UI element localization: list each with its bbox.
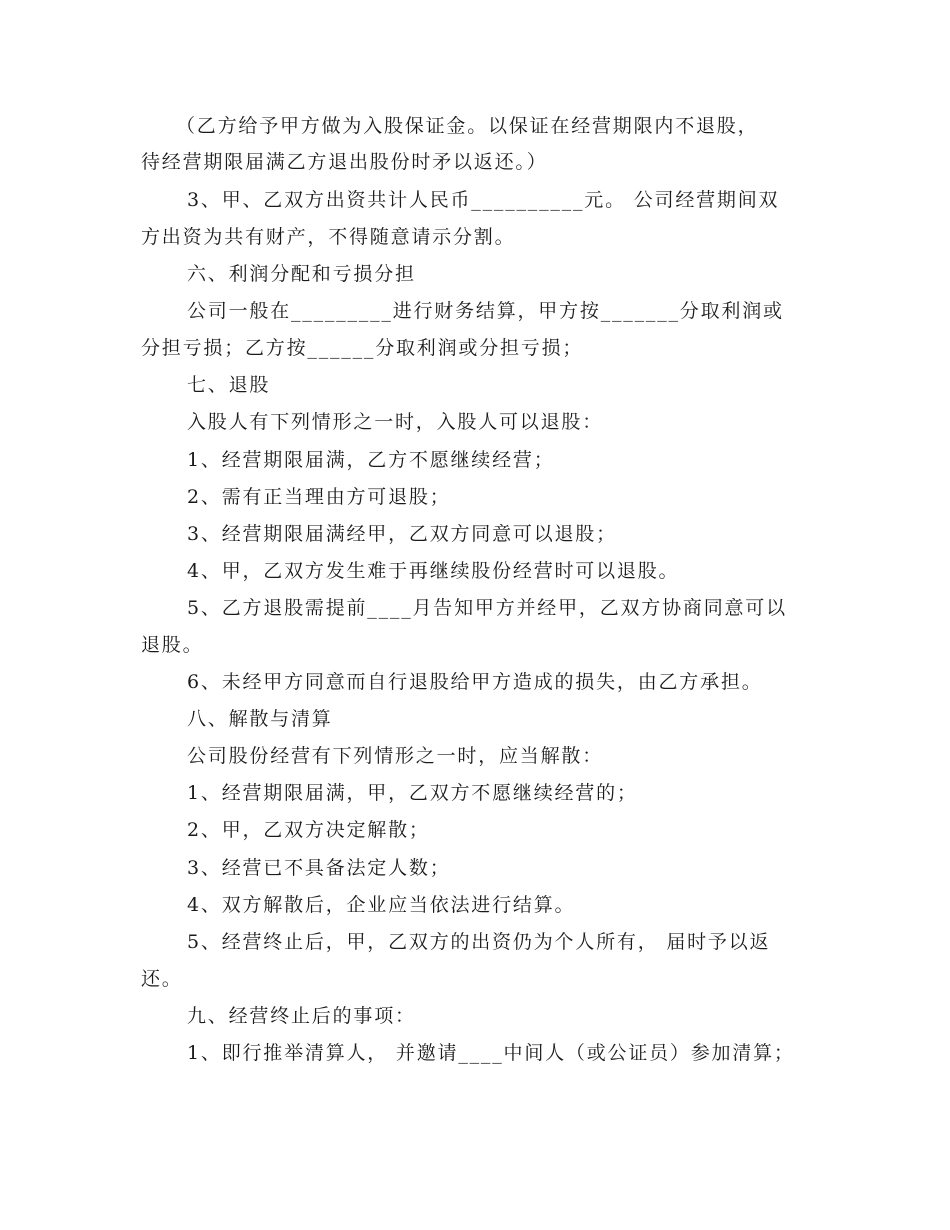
section-heading: 六、利润分配和亏损分担 bbox=[187, 263, 416, 285]
paragraph-line: 待经营期限届满乙方退出股份时矛以返还。） bbox=[141, 151, 548, 173]
list-item: 5、经营终止后，甲，乙双方的出资仍为个人所有， 届时予以返 bbox=[187, 931, 771, 953]
list-item: 2、甲，乙双方决定解散； bbox=[187, 819, 430, 841]
section-heading: 七、退股 bbox=[187, 374, 271, 396]
list-item-continuation: 还。 bbox=[141, 968, 183, 990]
list-item: 2、需有正当理由方可退股； bbox=[187, 486, 451, 508]
paragraph-line: 分担亏损；乙方按______分取利润或分担亏损； bbox=[141, 337, 584, 359]
list-item: 1、经营期限届满，甲，乙双方不愿继续经营的； bbox=[187, 782, 638, 804]
list-item: 5、乙方退股需提前____月告知甲方并经甲，乙双方协商同意可以 bbox=[187, 597, 787, 619]
paragraph-line: 方出资为共有财产，不得随意请示分割。 bbox=[141, 226, 516, 248]
paragraph-line: 入股人有下列情形之一时，入股人可以退股： bbox=[187, 411, 604, 433]
paragraph-line: 3、甲、乙双方出资共计人民币__________元。 公司经营期间双 bbox=[187, 189, 780, 211]
list-item: 3、经营期限届满经甲，乙双方同意可以退股； bbox=[187, 523, 617, 545]
list-item: 3、经营已不具备法定人数； bbox=[187, 857, 451, 879]
list-item: 6、未经甲方同意而自行退股给甲方造成的损失，由乙方承担。 bbox=[187, 671, 763, 693]
section-heading: 九、经营终止后的事项： bbox=[187, 1005, 416, 1027]
list-item: 4、甲，乙双方发生难于再继续股份经营时可以退股。 bbox=[187, 560, 680, 582]
list-item-continuation: 退股。 bbox=[141, 634, 204, 656]
section-heading: 八、解散与清算 bbox=[187, 708, 333, 730]
paragraph-line: （乙方给予甲方做为入股保证金。以保证在经营期限内不退股， bbox=[176, 115, 759, 137]
list-item: 4、双方解散后，企业应当依法进行结算。 bbox=[187, 894, 576, 916]
list-item: 1、即行推举清算人， 并邀请____中间人（或公证员）参加清算； bbox=[187, 1042, 795, 1064]
list-item: 1、经营期限届满，乙方不愿继续经营； bbox=[187, 449, 555, 471]
paragraph-line: 公司一般在_________进行财务结算，甲方按_______分取利润或 bbox=[187, 300, 784, 322]
paragraph-line: 公司股份经营有下列情形之一时，应当解散： bbox=[187, 745, 604, 767]
